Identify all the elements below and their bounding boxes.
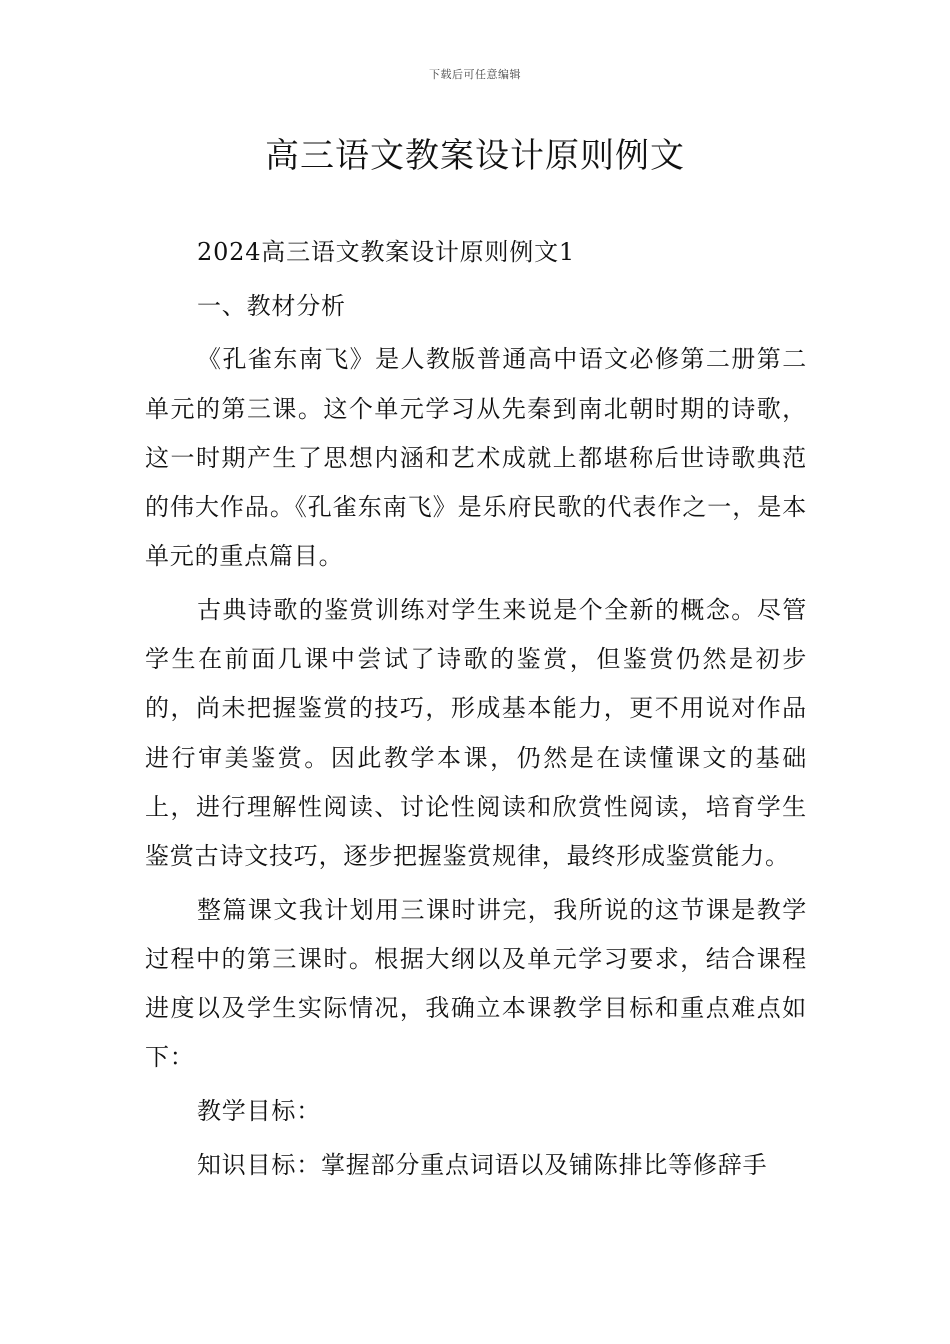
document-body [145, 228, 807, 1194]
paragraph: 《孔雀东南飞》是人教版普通高中语文必修第二册第二单元的第三课。这个单元学习从先秦到南北朝时期的诗歌，这一时期产生了思想内涵和艺术成就上都堪称后世诗歌典范的伟大作品。《孔雀东南飞》是乐府民歌的代表作之一，是本单元的重点篇目。 [145, 345, 807, 571]
paragraph-subtitle: 2024高三语文教案设计原则例文1 [197, 238, 575, 266]
header-note: 下载后可任意编辑 [429, 68, 521, 81]
paragraph: 古典诗歌的鉴赏训练对学生来说是个全新的概念。尽管学生在前面几课中尝试了诗歌的鉴赏，但鉴赏仍然是初步的，尚未把握鉴赏的技巧，形成基本能力，更不用说对作品进行审美鉴赏。因此教学本课，仍然是在读懂课文的基础上，进行理解性阅读、讨论性阅读和欣赏性阅读，培育学生鉴赏古诗文技巧，逐步把握鉴赏规律，最终形成鉴赏能力。 [145, 595, 807, 870]
document-title: 高三语文教案设计原则例文 [265, 136, 685, 176]
paragraph-section-heading: 一、教材分析 [197, 291, 346, 320]
paragraph-label: 教学目标： [197, 1096, 321, 1125]
paragraph: 整篇课文我计划用三课时讲完，我所说的这节课是教学过程中的第三课时。根据大纲以及单元学习要求，结合课程进度以及学生实际情况，我确立本课教学目标和重点难点如下： [145, 895, 807, 1072]
paragraph: 知识目标：掌握部分重点词语以及铺陈排比等修辞手 [197, 1150, 768, 1179]
